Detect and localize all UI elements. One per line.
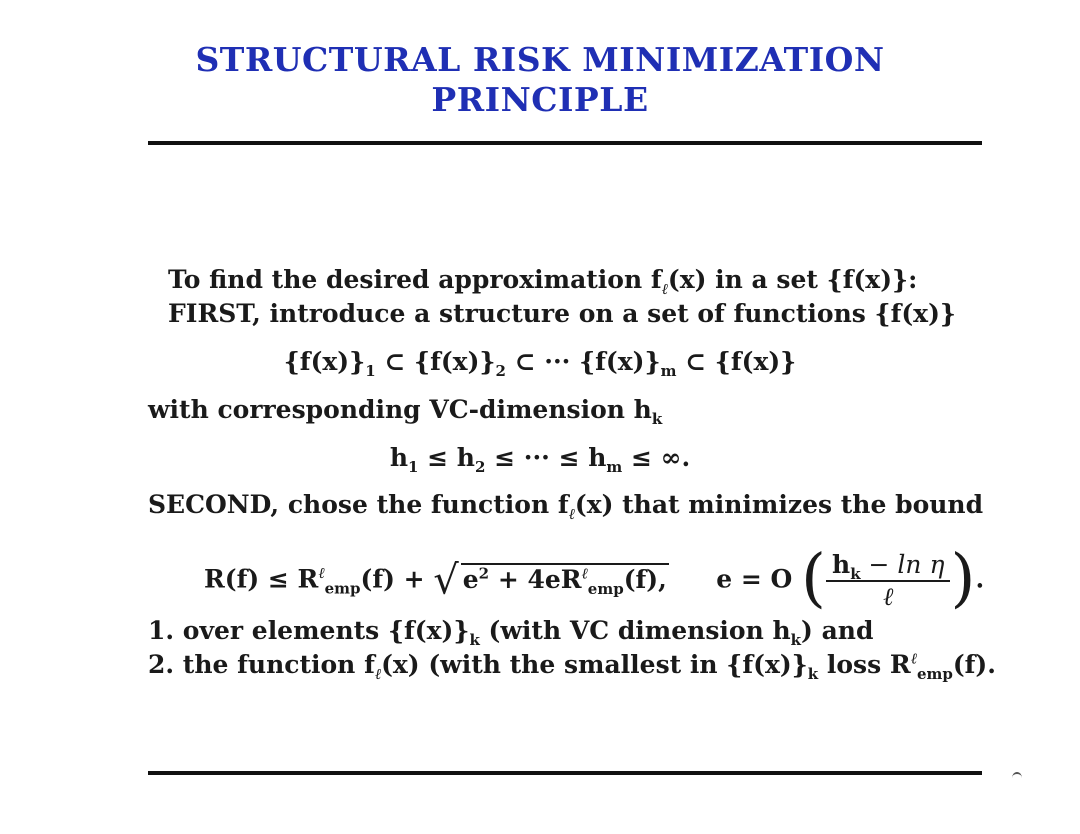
page-mark-icon	[1012, 772, 1022, 784]
vc-inequality-formula: $h_1 \le h_2$ ≤ ··· ≤ $h_m$ ≤ ∞.	[389, 443, 691, 476]
second-step-line: SECOND, chose the function $f_\ell(x)$ that minimizes the bound	[148, 490, 984, 523]
fraction: $\frac{h_k - \ln \eta}{\text{ℓ}}$	[826, 550, 950, 612]
top-divider	[148, 141, 982, 145]
intro-line: To find the desired approximation $f_\ell(x)$ in a set {f(x)}:	[168, 265, 918, 298]
sqrt-body: $e^2 + 4eR^\ell_{emp}(f)$,	[462, 564, 667, 598]
bottom-divider	[148, 771, 982, 775]
right-paren: )	[950, 541, 976, 616]
slide-title-line2: PRINCIPLE	[431, 80, 649, 119]
left-paren: (	[801, 541, 826, 616]
vc-dimension-line: with corresponding VC-dimension $h_k$	[148, 395, 663, 428]
first-step-line: FIRST, introduce a structure on a set of functions {f(x)}	[168, 299, 956, 328]
list-item-1: 1. over elements $\{f(x)\}_k$ (with VC dimension $h_k$) and	[148, 616, 874, 649]
sqrt-symbol: √	[433, 557, 459, 604]
slide-title-line1: STRUCTURAL RISK MINIMIZATION	[195, 40, 885, 79]
bound-formula: $R(f) \le R^\ell_{emp}(f)$ + √ $e^2 + 4eR^\ell_{emp}(f)$, e = O ( $\frac{h_k - \ln \eta}{\text{ℓ}}$ ).	[204, 541, 985, 616]
structure-formula: $\{f(x)\}_1$ ⊂ $\{f(x)\}_2$ ⊂ ··· $\{f(x)\}_m$ ⊂ {f(x)}	[283, 347, 797, 380]
list-item-2: 2. the function $f_\ell(x)$ (with the smallest in $\{f(x)\}_k$ loss $R^\ell_{emp}(f)$.	[148, 649, 996, 683]
